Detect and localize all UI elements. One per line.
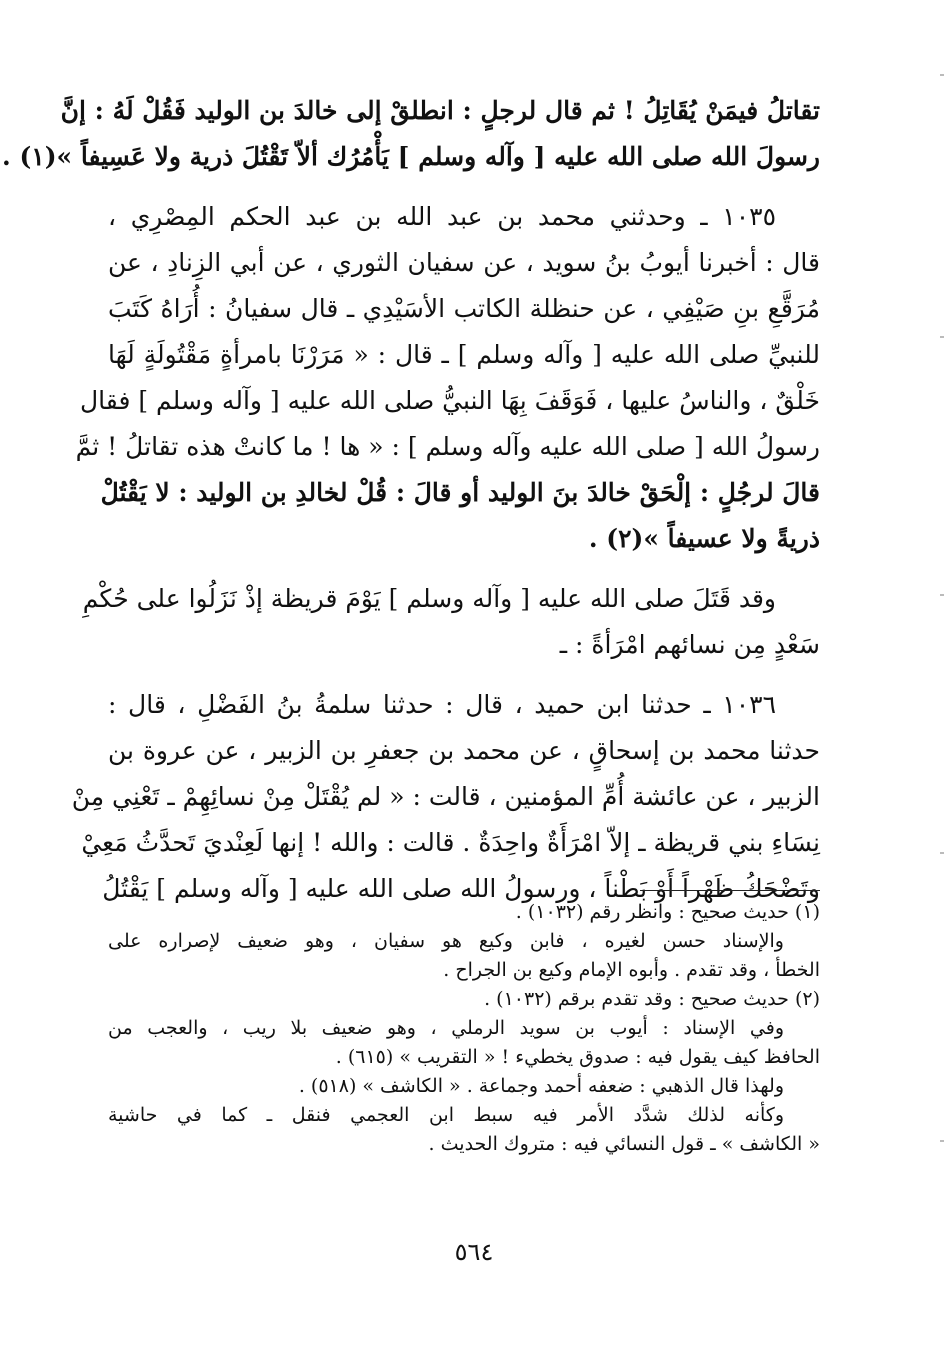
text-line: سَعْدٍ مِن نسائهم امْرَأةً : ـ: [559, 630, 820, 659]
footnote-divider: [640, 890, 820, 891]
footnote-2-heading: (٢) حديث صحيح : وقد تقدم برقم (١٠٣٢) .: [484, 988, 820, 1010]
text-line: ١٠٣٥ ـ وحدثني محمد بن عبد الله بن عبد الحكم المِصْرِي ،: [108, 202, 776, 231]
text-line: قال : أخبرنا أيوبُ بنُ سويد ، عن سفيان الثوري ، عن أبي الزِنادِ ، عن: [108, 248, 820, 277]
paragraph-hadith-1035: [75, 194, 820, 562]
scan-mark: [940, 594, 944, 596]
text-line: ١٠٣٦ ـ حدثنا ابن حميد ، قال : حدثنا سلمةُ بنُ الفَضْلِ ، قال :: [108, 690, 776, 719]
footnote-1-heading: (١) حديث صحيح : وانظر رقم (١٠٣٢) .: [515, 901, 820, 923]
paragraph-hadith-1036: [71, 682, 820, 912]
text-line: رسولَ الله صلى الله عليه [ وآله وسلم ] يَأْمُرُك ألاّ تَقْتُلَ ذرية ولا عَسِيفاً »(١) .: [2, 142, 820, 171]
text-line: للنبيِّ صلى الله عليه [ وآله وسلم ] ـ قال : « مَرَرْنَا بامرأةٍ مَقْتُولَةٍ لَهَا: [108, 340, 820, 369]
main-text: [2, 88, 820, 926]
text-line: الزبير ، عن عائشة أُمِّ المؤمنين ، قالت : « لم يُقْتَلْ مِنْ نسائِهِمْ ـ تَعْنِي مِنْ: [71, 782, 820, 811]
text-line: وتَضْحَكُ ظَهْراً أَوْ بَطْناً ، ورسولُ الله صلى الله عليه [ وآله وسلم ] يَقْتُلُ: [102, 874, 820, 903]
scan-mark: [940, 1140, 944, 1142]
text-line: نِسَاءِ بني قريظة ـ إلاّ امْرَأَةٌ واحِدَةٌ . قالت : والله ! إنها لَعِنْديَ تَحدَّثُ مَعِيْ: [81, 828, 820, 857]
text-line: مُرَقَّعِ بنِ صَيْفِي ، عن حنظلة الكاتب الأسَيْدِي ـ قال سفيانُ : أُرَاهُ كَتَبَ: [108, 294, 820, 323]
scan-mark: [940, 336, 944, 338]
page-number: ٥٦٤: [454, 1238, 494, 1266]
footnote-line: الخطأ ، وقد تقدم . وأبوه الإمام وكيع بن الجراح .: [443, 959, 820, 981]
footnote-line: « الكاشف » ـ قول النسائي فيه : متروك الحديث .: [428, 1133, 820, 1155]
text-line: وقد قَتَلَ صلى الله عليه [ وآله وسلم ] يَوْمَ قريظة إذْ نَزَلُوا على حُكْمِ: [82, 584, 776, 613]
scan-mark: [940, 852, 944, 854]
footnote-line: وكأنه لذلك شدَّد الأمر فيه سبط ابن العجمي فنقل ـ كما في حاشية: [108, 1104, 784, 1126]
text-line: خَلْقٌ ، والناسُ عليها ، فَوَقَفَ بِهَا النبيُّ صلى الله عليه [ وآله وسلم ] فقال: [80, 386, 820, 415]
text-line: تقاتلُ فيمَنْ يُقَاتِلُ ! ثم قال لرجلٍ : انطلقْ إلى خالدَ بن الوليد فَقُلْ لَهُ : إنَّ: [60, 96, 820, 125]
text-line: ذريةً ولا عسيفاً »(٢) .: [588, 524, 820, 553]
footnote-line: وفي الإسناد : أيوب بن سويد الرملي ، وهو ضعيف بلا ريب ، والعجب من: [108, 1017, 784, 1039]
paragraph-hadith-end: [2, 88, 820, 180]
paragraph-qurayza: [82, 576, 820, 668]
footnote-line: ولهذا قال الذهبي : ضعفه أحمد وجماعة . « الكاشف » (٥١٨) .: [298, 1075, 784, 1097]
footnotes: [108, 898, 820, 1159]
footnote-line: والإسناد حسن لغيره ، فابن وكيع هو سفيان ، وهو ضعيف لإصراره على: [108, 930, 784, 952]
text-line: حدثنا محمد بن إسحاقٍ ، عن محمد بن جعفرِ بن الزبير ، عن عروة بن: [108, 736, 820, 765]
footnote-line: الحافظ كيف يقول فيه : صدوق يخطيء ! « التقريب » (٦١٥) .: [335, 1046, 820, 1068]
text-line: قالَ لرجُلٍ : إلْحَقْ خالدَ بنَ الوليد أو قالَ : قُلْ لخالدِ بن الوليد : لا يَقْتُلْ: [100, 478, 820, 507]
scan-mark: [940, 74, 944, 76]
text-line: رسولُ الله [ صلى الله عليه وآله وسلم ] : « ها ! ما كانتْ هذه تقاتلُ ! ثمَّ: [75, 432, 820, 461]
